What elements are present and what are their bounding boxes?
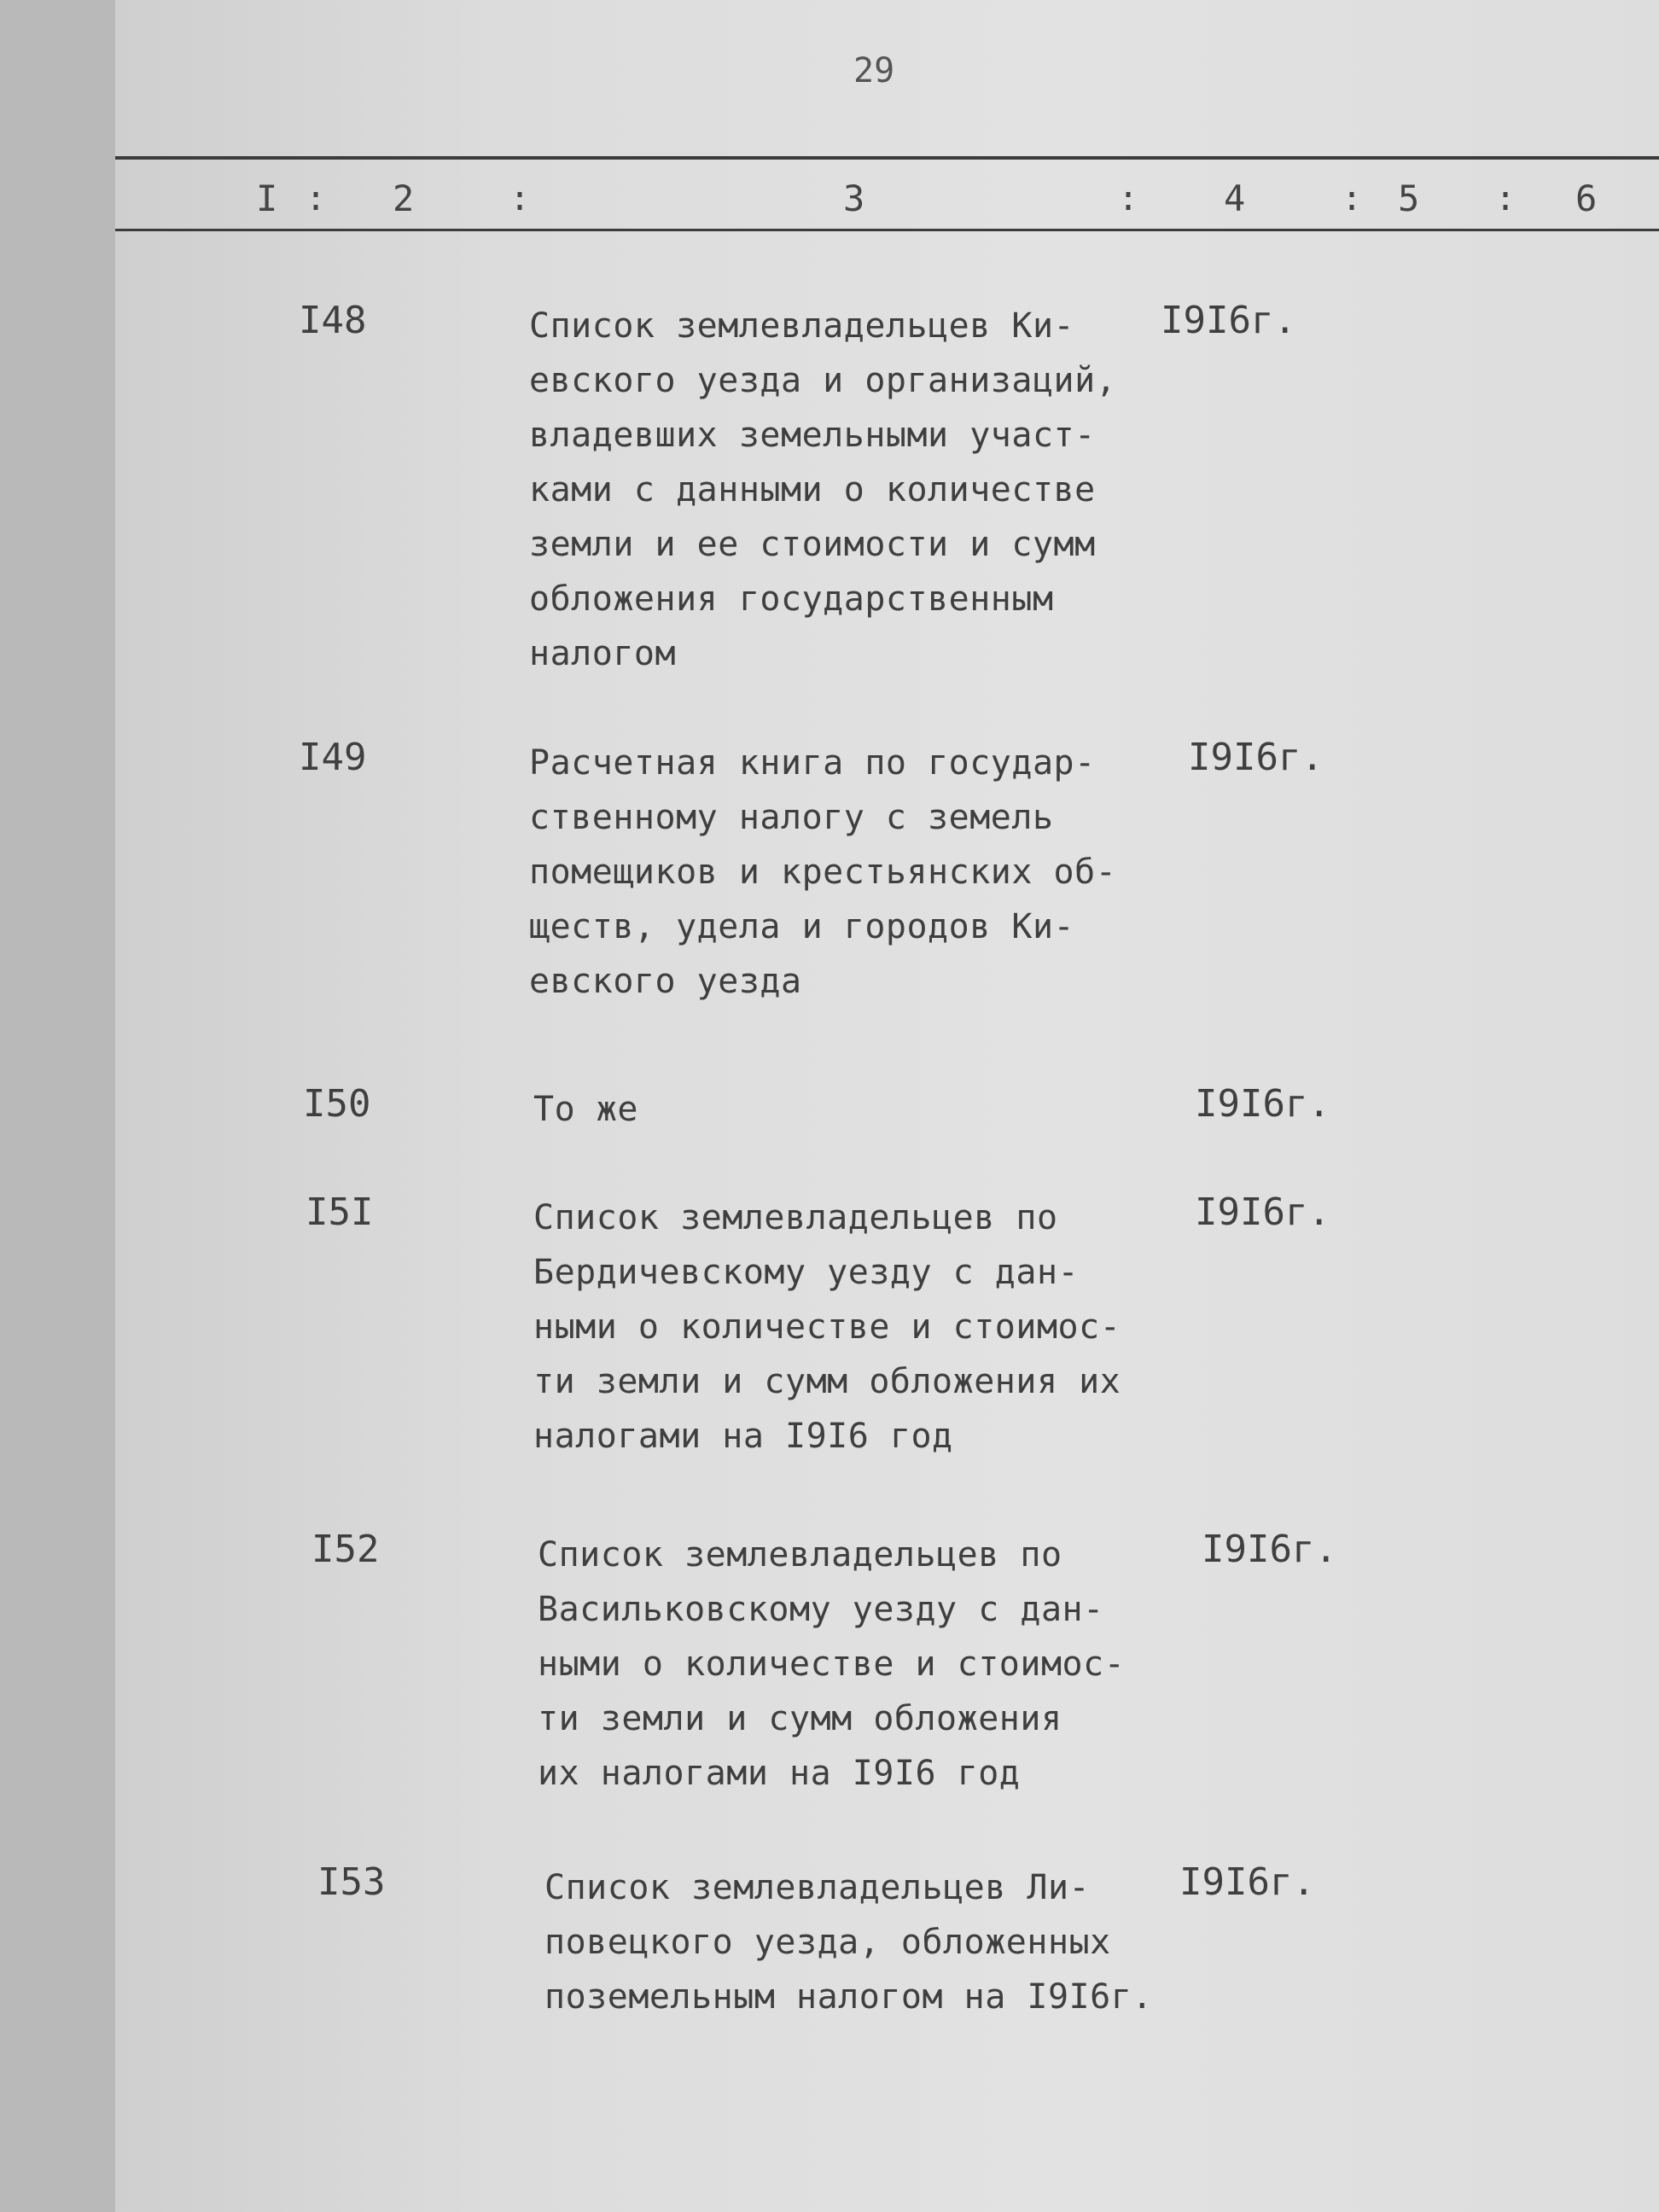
entry-title: Список землевладельцев Ки- евского уезда и организаций, владевших земельными участ- ками с данными о количестве земли и ее стоимости и сумм обложения государственным налогом	[529, 306, 1117, 673]
column-number-2: 2	[393, 178, 415, 219]
column-separator: :	[306, 179, 327, 218]
column-number-3: 3	[843, 178, 865, 219]
column-separator: :	[1118, 179, 1139, 218]
header-top-rule	[115, 156, 1659, 160]
entry-date: I9I6г.	[1188, 736, 1324, 779]
entry-number: I49	[299, 736, 367, 779]
entry-title: То же	[533, 1090, 638, 1129]
header-bottom-rule	[115, 229, 1659, 231]
column-separator: :	[1342, 179, 1363, 218]
entry-title: Расчетная книга по государ- ственному налогу с земель помещиков и крестьянских об- ществ, удела и городов Ки- евского уезда	[529, 743, 1117, 1001]
column-number-4: 4	[1224, 178, 1246, 219]
entry-title: Список землевладельцев по Бердичевскому уезду с дан- ными о количестве и стоимос- ти земли и сумм обложения их налогами на I9I6 год	[533, 1198, 1121, 1456]
entry-number: I52	[311, 1528, 380, 1571]
entry-number: I5I	[306, 1190, 374, 1234]
entry-number: I48	[299, 299, 367, 342]
entry-date: I9I6г.	[1161, 299, 1296, 342]
column-separator: :	[1495, 179, 1516, 218]
column-number-1: I	[256, 178, 278, 219]
column-number-6: 6	[1575, 178, 1598, 219]
page-number: 29	[853, 51, 895, 90]
entry-date: I9I6г.	[1195, 1190, 1330, 1234]
entry-number: I50	[303, 1082, 371, 1126]
entry-date: I9I6г.	[1179, 1860, 1315, 1904]
entry-title: Список землевладельцев Ли- повецкого уезда, обложенных поземельным налогом на I9I6г.	[544, 1868, 1153, 2017]
entry-number: I53	[317, 1860, 386, 1904]
column-separator: :	[509, 179, 531, 218]
entry-date: I9I6г.	[1195, 1082, 1330, 1126]
entry-title: Список землевладельцев по Васильковскому уезду с дан- ными о количестве и стоимос- ти земли и сумм обложения их налогами на I9I6 год	[538, 1535, 1126, 1793]
column-number-5: 5	[1398, 178, 1420, 219]
entry-date: I9I6г.	[1202, 1528, 1337, 1571]
